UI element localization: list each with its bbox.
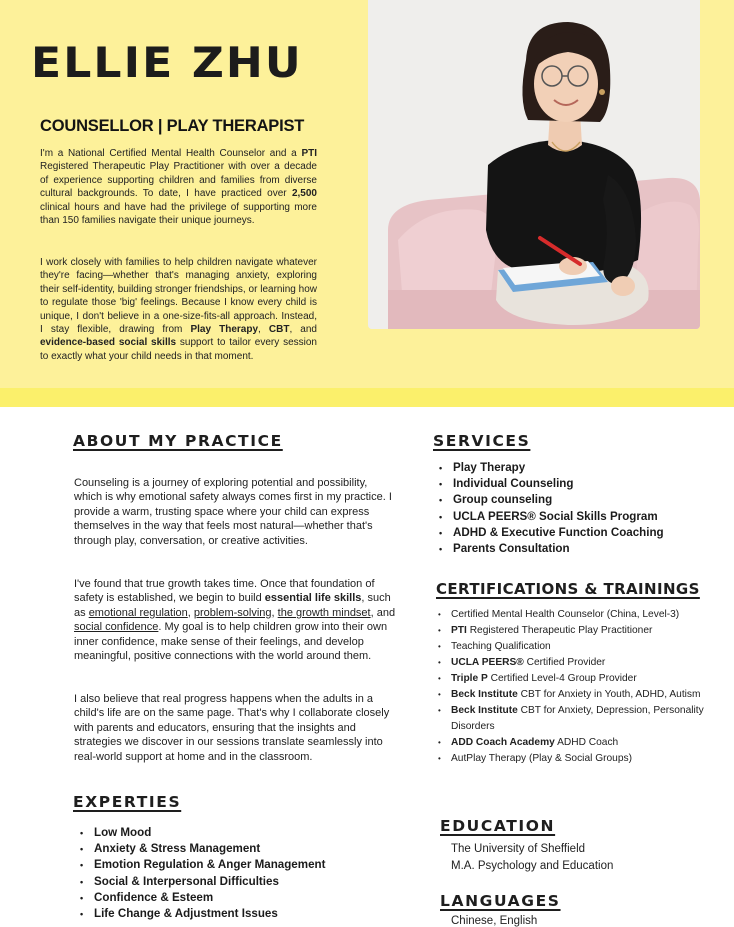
list-item: • Triple P Certified Level-4 Group Provider	[436, 671, 706, 687]
list-item: • Emotion Regulation & Anger Management	[74, 857, 325, 873]
list-item: • Teaching Qualification	[436, 639, 706, 655]
list-item: • Individual Counseling	[433, 476, 664, 492]
list-item: • ADHD & Executive Function Coaching	[433, 525, 664, 541]
list-item: • UCLA PEERS® Social Skills Program	[433, 509, 664, 525]
about-paragraph-3: I also believe that real progress happens when the adults in a child's life are on the same page. That's why I collaborate closely with parents and educators, ensuring that the insights and strategies we discover in our sessions translate seamlessly into real-world support at home and in the classroom.	[74, 693, 390, 763]
languages-value: Chinese, English	[451, 915, 538, 927]
list-item: • Confidence & Esteem	[74, 890, 325, 906]
languages-heading: LANGUAGES	[440, 892, 561, 910]
list-item: • PTI Registered Therapeutic Play Practitioner	[436, 623, 706, 639]
divider-band	[0, 388, 734, 407]
list-item: • Life Change & Adjustment Issues	[74, 906, 325, 922]
education-heading: EDUCATION	[440, 817, 556, 835]
intro-paragraph-1: I'm a National Certified Mental Health Counselor and a PTI Registered Therapeutic Play Practitioner with over a decade of experience supporting children and families from diverse cultural backgrounds. To date, I have practiced over 2,500 clinical hours and have had the privilege of supporting more than 150 families navigate their unique journeys.	[40, 148, 317, 227]
services-list	[433, 460, 664, 557]
certifications-heading: CERTIFICATIONS & TRAININGS	[436, 580, 700, 598]
services-heading: SERVICES	[433, 432, 531, 450]
about-paragraph-1: Counseling is a journey of exploring potential and possibility, which is why emotional safety always comes first in my practice. I provide a warm, trusting space where your child can express themselves in the way that feels most natural—whether that's through play, conversation, or creative activities.	[74, 477, 392, 547]
list-item: • Beck Institute CBT for Anxiety in Youth, ADHD, Autism	[436, 687, 706, 703]
list-item: • AutPlay Therapy (Play & Social Groups)	[436, 751, 706, 767]
education-degree: M.A. Psychology and Education	[451, 860, 614, 872]
portrait-photo	[368, 0, 700, 329]
expertise-heading: EXPERTIES	[73, 793, 182, 811]
list-item: • Social & Interpersonal Difficulties	[74, 874, 325, 890]
certifications-list	[436, 607, 706, 767]
about-paragraph-2: I've found that true growth takes time. Once that foundation of safety is established, we begin to build essential life skills, such as emotional regulation, problem-solving, the growth mindset, and social confidence. My goal is to help children grow into their own inner confidence, make sense of their feelings, and develop meaningful, positive connections with the world around them.	[74, 578, 396, 663]
list-item: • Play Therapy	[433, 460, 664, 476]
list-item: • UCLA PEERS® Certified Provider	[436, 655, 706, 671]
portrait-illustration	[368, 0, 700, 329]
role-title: COUNSELLOR | PLAY THERAPIST	[40, 117, 305, 135]
list-item: • Group counseling	[433, 492, 664, 508]
about-heading: ABOUT MY PRACTICE	[73, 432, 283, 450]
education-school: The University of Sheffield	[451, 843, 586, 855]
list-item: • Low Mood	[74, 825, 325, 841]
list-item: • Beck Institute CBT for Anxiety, Depression, Personality Disorders	[436, 703, 706, 735]
list-item: • Parents Consultation	[433, 541, 664, 557]
list-item: • ADD Coach Academy ADHD Coach	[436, 735, 706, 751]
list-item: • Certified Mental Health Counselor (China, Level-3)	[436, 607, 706, 623]
name-title: ELLIE ZHU	[31, 38, 303, 87]
list-item: • Anxiety & Stress Management	[74, 841, 325, 857]
expertise-list	[74, 825, 325, 922]
intro-paragraph-2: I work closely with families to help children navigate whatever they're facing—whether that's managing anxiety, exploring their self-identity, building stronger friendships, or learning how to regulate those 'big' feelings. Because I know every child is unique, I don't believe in a one-size-fits-all approach. Instead, I stay flexible, drawing from Play Therapy, CBT, and evidence-based social skills support to tailor every session to exactly what your child needs in that moment.	[40, 257, 317, 362]
